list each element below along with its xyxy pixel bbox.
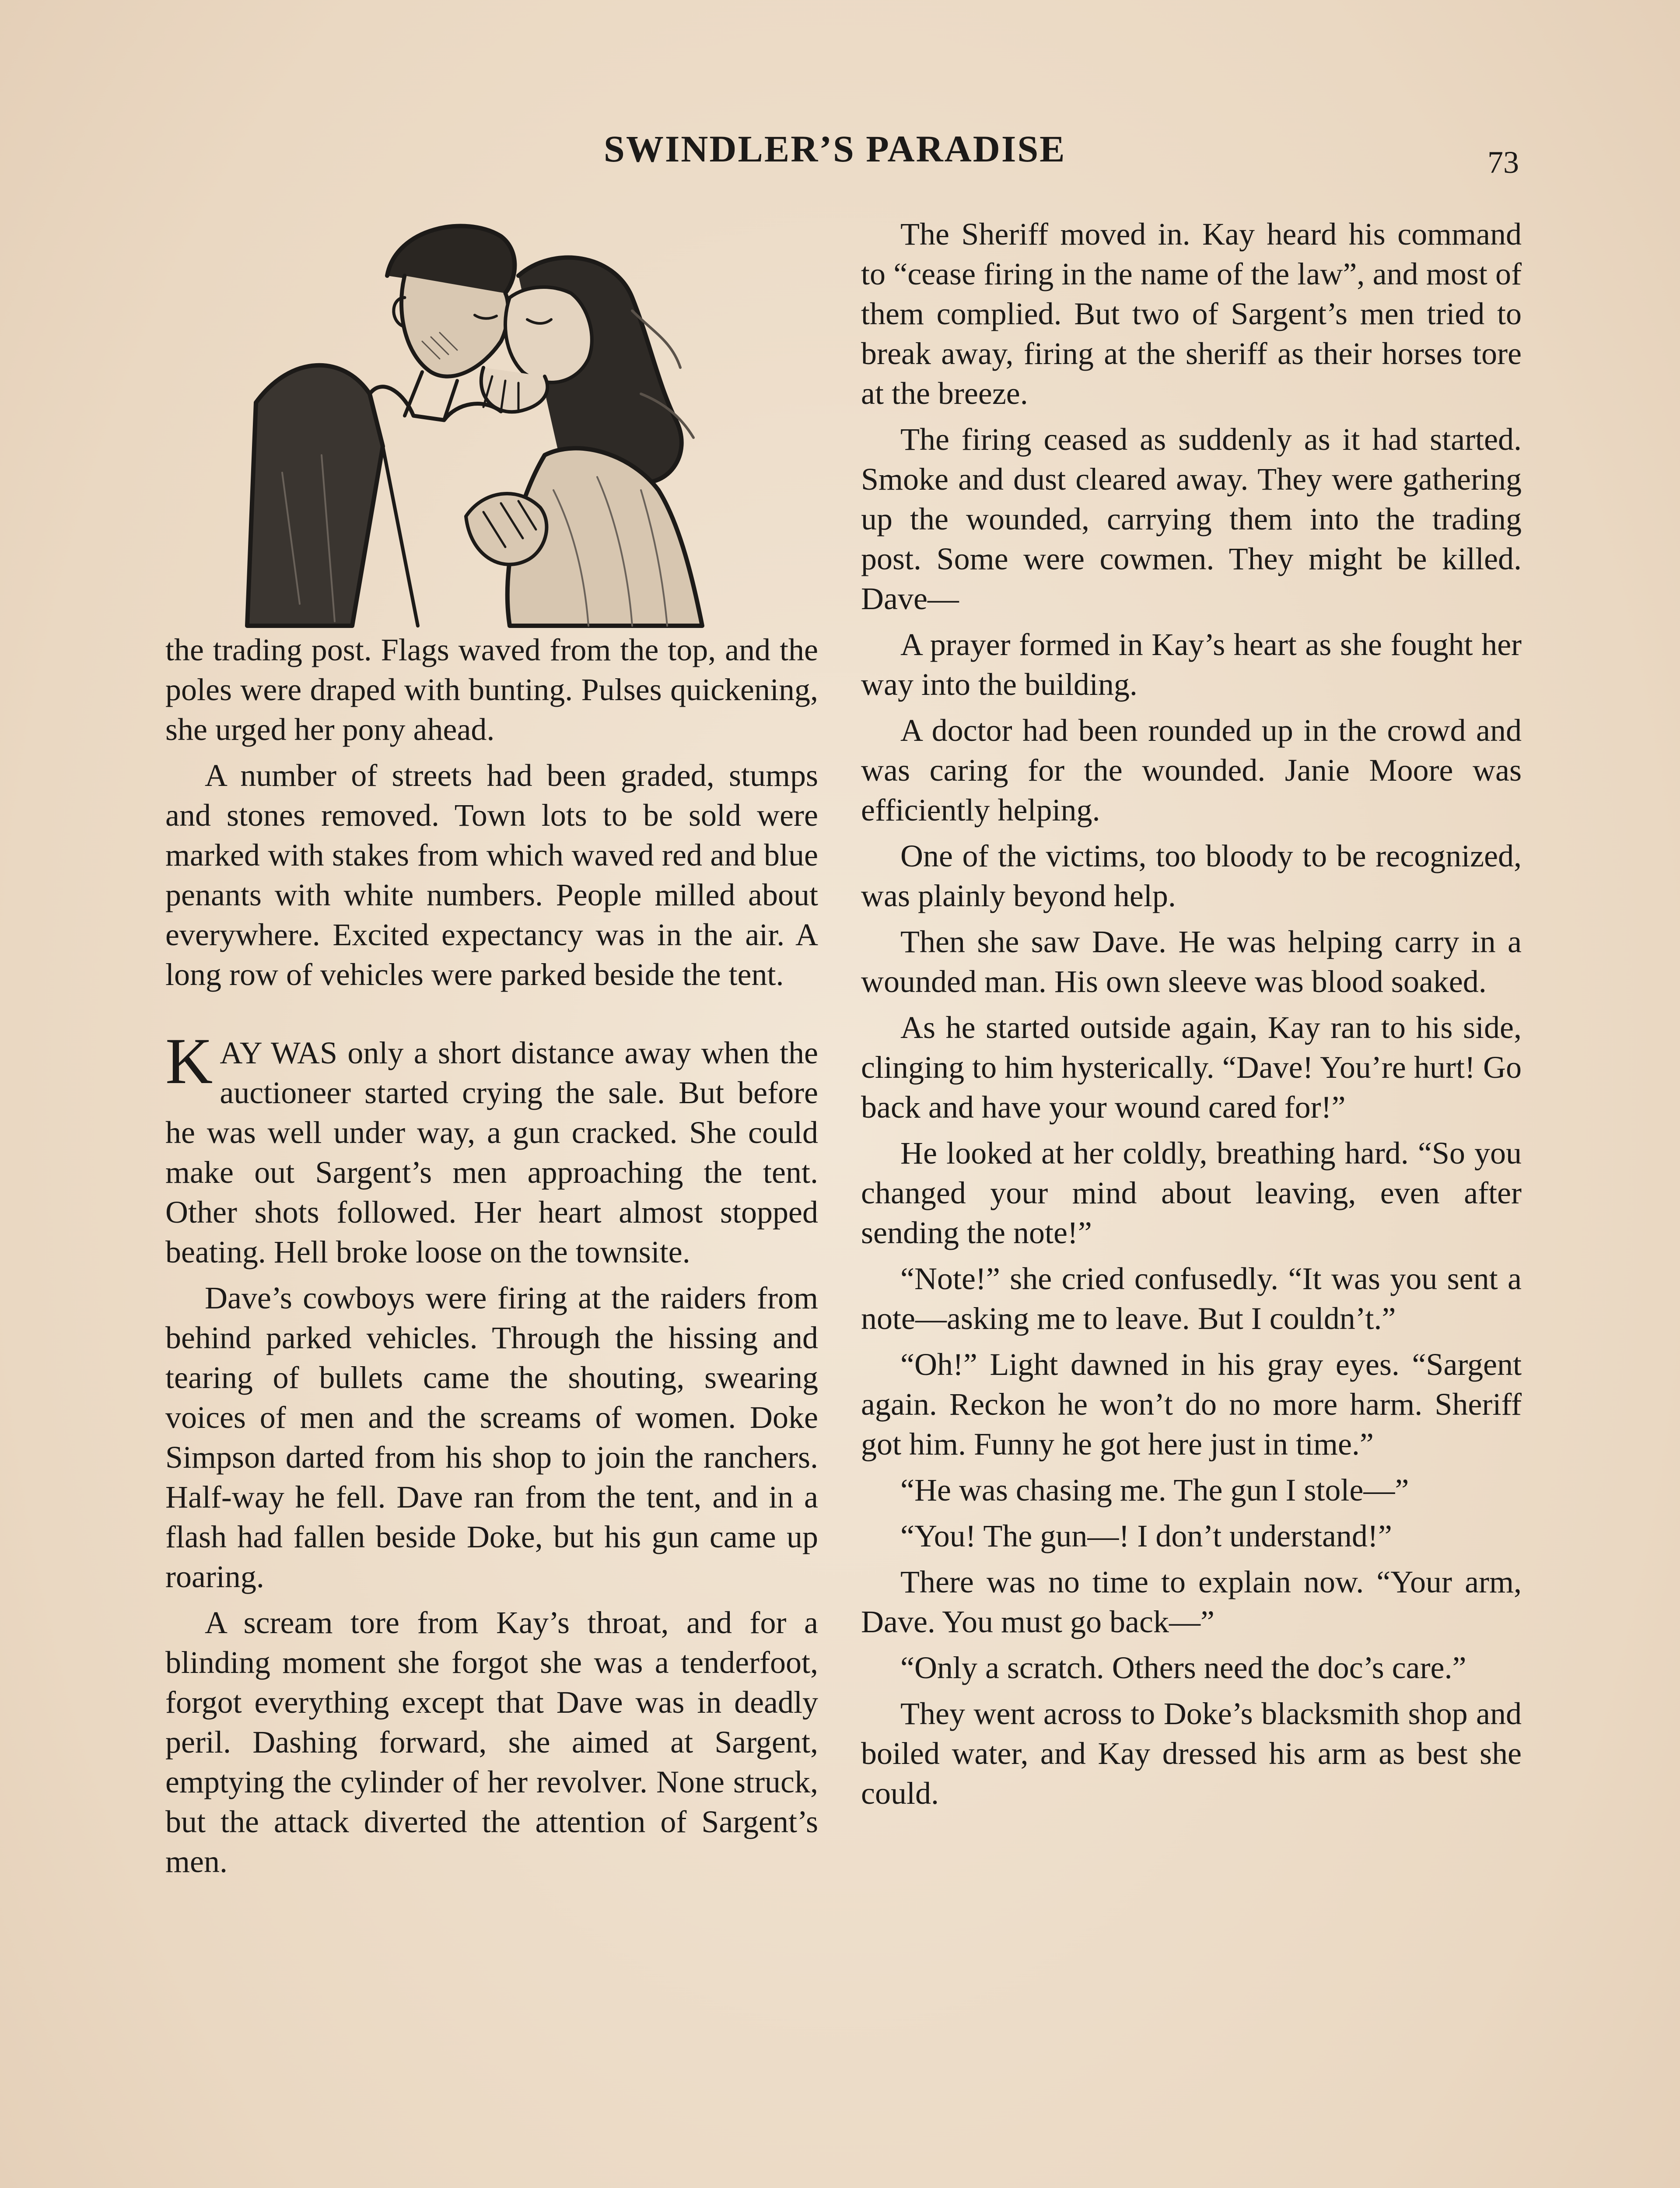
left-column [165, 630, 818, 1888]
paragraph: “You! The gun—! I don’t understand!” [900, 1518, 1392, 1553]
paragraph: “Oh!” Light dawned in his gray eyes. “Sargent again. Reckon he won’t do no more harm. Sheriff got him. Funny he got here just in time.” [861, 1347, 1522, 1462]
paragraph-dropcap [165, 1025, 818, 1272]
right-column [861, 214, 1522, 1820]
paragraph: As he started outside again, Kay ran to his side, clinging to him hysterically. “Dave! You’re hurt! Go back and have your wound cared for!” [861, 1010, 1522, 1125]
page-number: 73 [1488, 145, 1519, 180]
running-title: SWINDLER’S PARADISE [604, 128, 1066, 170]
paragraph: A prayer formed in Kay’s heart as she fought her way into the building. [861, 627, 1522, 702]
paragraph: A number of streets had been graded, stumps and stones removed. Town lots to be sold were marked with stakes from which waved red and blue penants with white numbers. People milled about everywhere. Excited expectancy was in the air. A long row of vehicles were parked beside the tent. [165, 758, 818, 992]
paragraph: There was no time to explain now. “Your arm, Dave. You must go back—” [861, 1564, 1522, 1639]
paragraph: the trading post. Flags waved from the top, and the poles were draped with bunting. Pulses quickening, she urged her pony ahead. [165, 632, 818, 747]
paragraph: The Sheriff moved in. Kay heard his command to “cease firing in the name of the law”, and most of them complied. But two of Sargent’s men tried to break away, firing at the sheriff as their horses tore at the breeze. [861, 217, 1522, 411]
paragraph: He looked at her coldly, breathing hard. “So you changed your mind about leaving, even after sending the note!” [861, 1136, 1522, 1250]
paragraph: The firing ceased as suddenly as it had started. Smoke and dust cleared away. They were gathering up the wounded, carrying them into the trading post. Some were cowmen. They might be killed. Dave— [861, 422, 1522, 616]
paragraph: Then she saw Dave. He was helping carry in a wounded man. His own sleeve was blood soaked. [861, 924, 1522, 999]
paragraph: A doctor had been rounded up in the crowd and was caring for the wounded. Janie Moore was efficiently helping. [861, 713, 1522, 828]
kissing-couple-illustration [238, 210, 807, 635]
drop-cap: K [165, 1025, 213, 1098]
paragraph: “He was chasing me. The gun I stole—” [900, 1473, 1409, 1508]
paragraph: “Only a scratch. Others need the doc’s care.” [900, 1650, 1466, 1685]
paragraph: One of the victims, too bloody to be recognized, was plainly beyond help. [861, 838, 1522, 913]
paragraph-text: AY WAS only a short distance away when the auctioneer started crying the sale. But before he was well under way, a gun cracked. She could make out Sargent’s men approaching the tent. Other shots followed. Her heart almost stopped beating. Hell broke loose on the townsite. [165, 1035, 818, 1269]
paragraph: “Note!” she cried confusedly. “It was you sent a note—asking me to leave. But I couldn’t.” [861, 1261, 1522, 1336]
paragraph: They went across to Doke’s blacksmith shop and boiled water, and Kay dressed his arm as best she could. [861, 1696, 1522, 1811]
paragraph: Dave’s cowboys were firing at the raiders from behind parked vehicles. Through the hissing and tearing of bullets came the shouting, swearing voices of men and the screams of women. Doke Simpson darted from his shop to join the ranchers. Half-way he fell. Dave ran from the tent, and in a flash had fallen beside Doke, but his gun came up roaring. [165, 1280, 818, 1594]
paragraph: A scream tore from Kay’s throat, and for a blinding moment she forgot she was a tenderfoot, forgot everything except that Dave was in deadly peril. Dashing forward, she aimed at Sargent, emptying the cylinder of her revolver. None struck, but the attack diverted the attention of Sargent’s men. [165, 1605, 818, 1879]
